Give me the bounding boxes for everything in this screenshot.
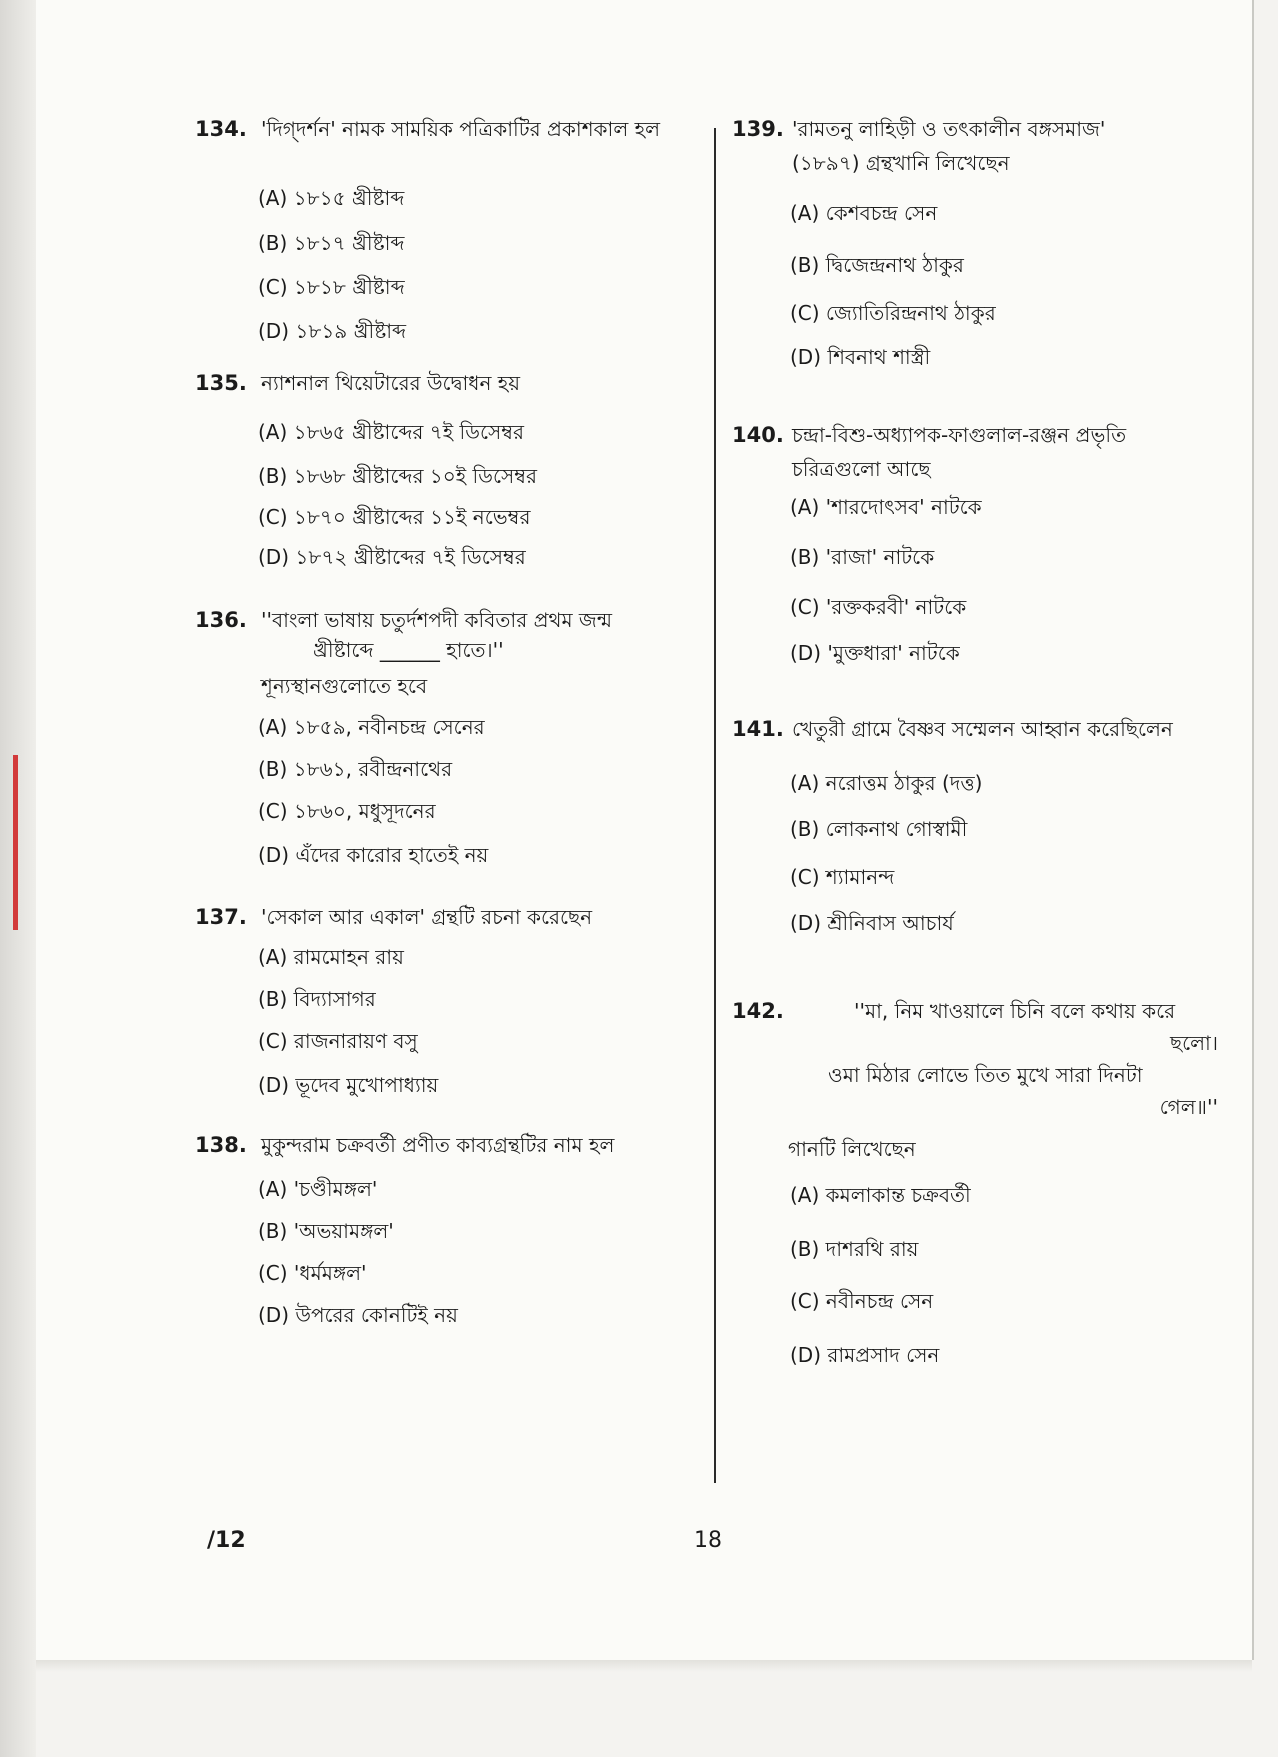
option-136-a[interactable]: (A) ১৮৫৯, নবীনচন্দ্র সেনের <box>258 715 485 739</box>
question-text-line5: গানটি লিখেছেন <box>788 1137 916 1161</box>
question-number: 140. <box>732 423 784 447</box>
question-text: 'সেকাল আর একাল' গ্রন্থটি রচনা করেছেন <box>261 905 593 929</box>
option-137-d[interactable]: (D) ভূদেব মুখোপাধ্যায় <box>258 1073 439 1097</box>
option-141-d[interactable]: (D) শ্রীনিবাস আচার্য <box>790 911 954 935</box>
option-142-a[interactable]: (A) কমলাকান্ত চক্রবর্তী <box>790 1183 971 1207</box>
scan-edge <box>0 0 36 1757</box>
option-137-c[interactable]: (C) রাজনারায়ণ বসু <box>258 1029 418 1053</box>
option-138-b[interactable]: (B) 'অভয়ামঙ্গল' <box>258 1219 394 1243</box>
option-136-c[interactable]: (C) ১৮৬০, মধুসূদনের <box>258 799 436 823</box>
question-text-line2: চরিত্রগুলো আছে <box>792 457 931 481</box>
page-number: 18 <box>694 1528 722 1553</box>
option-142-d[interactable]: (D) রামপ্রসাদ সেন <box>790 1343 940 1367</box>
option-141-c[interactable]: (C) শ্যামানন্দ <box>790 865 895 889</box>
option-140-b[interactable]: (B) 'রাজা' নাটকে <box>790 545 935 569</box>
question-141 <box>732 712 1222 752</box>
option-141-b[interactable]: (B) লোকনাথ গোস্বামী <box>790 817 968 841</box>
option-134-a[interactable]: (A) ১৮১৫ খ্রীষ্টাব্দ <box>258 186 405 210</box>
option-139-b[interactable]: (B) দ্বিজেন্দ্রনাথ ঠাকুর <box>790 253 964 277</box>
option-140-c[interactable]: (C) 'রক্তকরবী' নাটকে <box>790 595 967 619</box>
option-136-b[interactable]: (B) ১৮৬১, রবীন্দ্রনাথের <box>258 757 453 781</box>
question-135 <box>195 366 705 406</box>
question-text-line2: ছলো। <box>1169 1031 1218 1055</box>
question-number: 134. <box>195 117 247 141</box>
question-text-line1: ''মা, নিম খাওয়ালে চিনি বলে কথায় করে <box>854 999 1176 1023</box>
option-135-d[interactable]: (D) ১৮৭২ খ্রীষ্টাব্দের ৭ই ডিসেম্বর <box>258 545 526 569</box>
option-141-a[interactable]: (A) নরোত্তম ঠাকুর (দত্ত) <box>790 771 983 795</box>
option-140-d[interactable]: (D) 'মুক্তধারা' নাটকে <box>790 641 960 665</box>
question-text: ন্যাশনাল থিয়েটারের উদ্বোধন হয় <box>261 371 521 395</box>
question-136 <box>195 603 705 713</box>
question-138 <box>195 1128 705 1168</box>
question-134 <box>195 112 705 152</box>
question-text-line2: খ্রীষ্টাব্দে ______ হাতে।'' <box>313 638 504 662</box>
question-139 <box>732 112 1222 192</box>
option-139-c[interactable]: (C) জ্যোতিরিন্দ্রনাথ ঠাকুর <box>790 301 996 325</box>
question-text-line1: চন্দ্রা-বিশু-অধ্যাপক-ফাগুলাল-রঞ্জন প্রভৃতি <box>792 423 1127 447</box>
option-137-b[interactable]: (B) বিদ্যাসাগর <box>258 987 376 1011</box>
question-text-line1: ''বাংলা ভাষায় চতুর্দশপদী কবিতার প্রথম জন্ম <box>261 608 612 632</box>
question-text-line2: (১৮৯৭) গ্রন্থখানি লিখেছেন <box>792 151 1010 175</box>
option-138-a[interactable]: (A) 'চণ্ডীমঙ্গল' <box>258 1177 378 1201</box>
question-text-line3: শূন্যস্থানগুলোতে হবে <box>261 674 428 698</box>
column-divider <box>714 128 716 1483</box>
page-sheet <box>36 0 1254 1660</box>
question-number: 136. <box>195 608 247 632</box>
question-137 <box>195 900 705 940</box>
option-137-a[interactable]: (A) রামমোহন রায় <box>258 945 404 969</box>
option-140-a[interactable]: (A) 'শারদোৎসব' নাটকে <box>790 495 982 519</box>
question-text-line4: গেল॥'' <box>1159 1095 1218 1119</box>
footer-code: /12 <box>207 1528 246 1553</box>
question-text-line3: ওমা মিঠার লোভে তিত মুখে সারা দিনটা <box>828 1063 1143 1087</box>
page-shadow <box>36 1660 1252 1672</box>
question-text: মুকুন্দরাম চক্রবর্তী প্রণীত কাব্যগ্রন্থটির নাম হল <box>261 1133 615 1157</box>
option-138-c[interactable]: (C) 'ধর্মমঙ্গল' <box>258 1261 367 1285</box>
question-number: 141. <box>732 717 784 741</box>
question-text: খেতুরী গ্রামে বৈষ্ণব সম্মেলন আহ্বান করেছিলেন <box>792 717 1173 741</box>
option-136-d[interactable]: (D) এঁদের কারোর হাতেই নয় <box>258 843 489 867</box>
option-139-d[interactable]: (D) শিবনাথ শাস্ত্রী <box>790 345 931 369</box>
question-number: 137. <box>195 905 247 929</box>
option-139-a[interactable]: (A) কেশবচন্দ্র সেন <box>790 201 938 225</box>
option-135-c[interactable]: (C) ১৮৭০ খ্রীষ্টাব্দের ১১ই নভেম্বর <box>258 505 531 529</box>
question-number: 138. <box>195 1133 247 1157</box>
option-142-b[interactable]: (B) দাশরথি রায় <box>790 1237 919 1261</box>
question-140 <box>732 418 1222 498</box>
binding-mark <box>13 755 18 930</box>
question-text: 'দিগ্‌দর্শন' নামক সাময়িক পত্রিকাটির প্রকাশকাল হল <box>261 117 660 141</box>
option-138-d[interactable]: (D) উপরের কোনটিই নয় <box>258 1303 458 1327</box>
option-135-b[interactable]: (B) ১৮৬৮ খ্রীষ্টাব্দের ১০ই ডিসেম্বর <box>258 464 538 488</box>
question-number: 135. <box>195 371 247 395</box>
option-134-b[interactable]: (B) ১৮১৭ খ্রীষ্টাব্দ <box>258 231 405 255</box>
question-text-line1: 'রামতনু লাহিড়ী ও তৎকালীন বঙ্গসমাজ' <box>792 117 1106 141</box>
option-134-d[interactable]: (D) ১৮১৯ খ্রীষ্টাব্দ <box>258 319 407 343</box>
question-number: 139. <box>732 117 784 141</box>
question-142 <box>732 994 1222 1174</box>
option-135-a[interactable]: (A) ১৮৬৫ খ্রীষ্টাব্দের ৭ই ডিসেম্বর <box>258 420 525 444</box>
option-142-c[interactable]: (C) নবীনচন্দ্র সেন <box>790 1289 934 1313</box>
question-number: 142. <box>732 999 784 1023</box>
option-134-c[interactable]: (C) ১৮১৮ খ্রীষ্টাব্দ <box>258 275 405 299</box>
